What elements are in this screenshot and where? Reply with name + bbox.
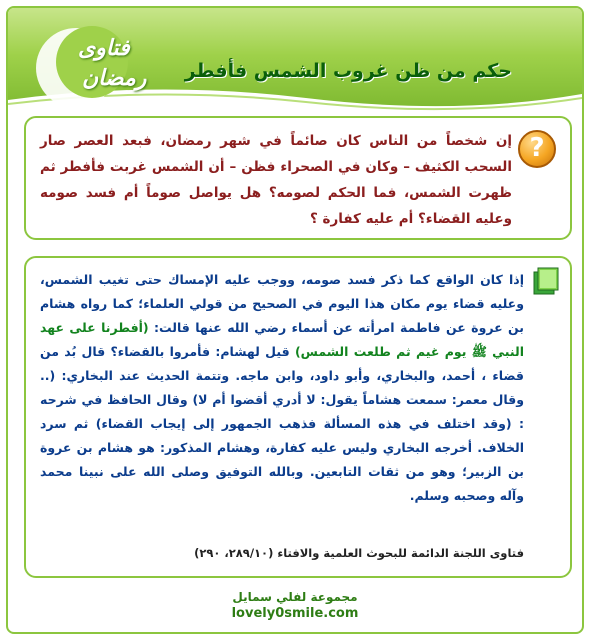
header-banner xyxy=(8,8,582,112)
question-box xyxy=(24,116,572,240)
page-frame xyxy=(6,6,584,634)
page-title: حكم من ظن غروب الشمس فأفطر xyxy=(184,60,512,82)
answer-part2: قيل لهشام: فأمروا بالقضاء؟ قال بُد من قضاء ، أحمد، والبخاري، وأبو داود، وابن ماجه. وتتمة الحديث عند البخاري: (.. وقال معمر: سمعت هشاماً يقول: لا أدري أقضوا أم لا) وقال الحافظ في شرحه : (وقد اختلف في هذه المسألة فذهب الجمهور إلى إيجاب القضاء) ثم سرد الخلاف. أخرجه البخاري وليس عليه كفارة، وهشام المذكور: هو هشام بن عروة بن الزبير؛ وهو من ثقات التابعين. وبالله التوفيق وصلى الله على نبينا محمد وآله وصحبه وسلم. xyxy=(40,344,524,503)
footer-group-name: مجموعة لفلي سمايل xyxy=(232,590,358,604)
logo-line2: رمضان xyxy=(82,66,147,91)
question-text: إن شخصاً من الناس كان صائماً في شهر رمضان، فبعد العصر صار السحب الكثيف – وكان في الصحراء فظن – أن الشمس غربت فأفطر ثم ظهرت الشمس، فما الحكم لصومه؟ هل يواصل صوماً أم فسد صومه وعليه القضاء؟ أم عليه كفارة ؟ xyxy=(40,133,512,227)
answer-box xyxy=(24,256,572,578)
fatwa-source: فتاوى اللجنة الدائمة للبحوث العلمية والافتاء (٢٨٩/١٠، ٢٩٠) xyxy=(194,546,524,560)
question-icon: ? xyxy=(518,130,556,168)
footer-site-link[interactable]: lovely0smile.com xyxy=(231,606,359,621)
hadith-quote: (أفطرنا على عهد النبي ﷺ يوم غيم ثم طلعت الشمس) xyxy=(40,320,524,359)
ramadan-logo xyxy=(26,22,156,112)
answer-text xyxy=(40,268,524,508)
logo-line1: فتاوى xyxy=(78,36,130,61)
book-icon xyxy=(530,266,560,296)
answer-part1: إذا كان الواقع كما ذكر فسد صومه، ووجب عليه الإمساك حتى تغيب الشمس، وعليه قضاء يوم مكان هذا اليوم في الصحيح من قولي العلماء؛ كما رواه هشام بن عروة عن فاطمة امرأته عن أسماء رضي الله عنها قالت: xyxy=(40,272,524,335)
